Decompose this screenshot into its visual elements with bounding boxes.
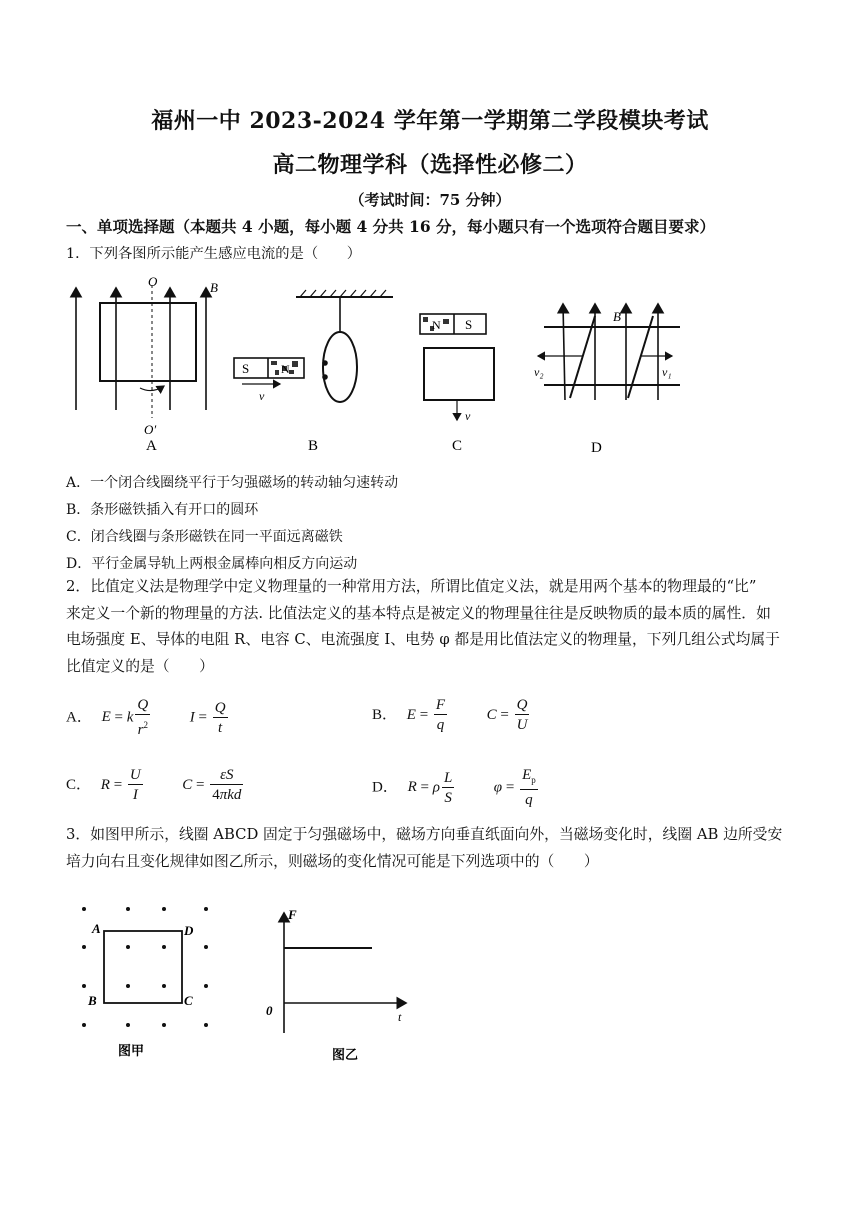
- figure-yi: [284, 913, 406, 1033]
- fig-jia-corner-a: A: [92, 921, 101, 936]
- q3-stem: [66, 822, 804, 875]
- fig-d-field-label: B: [613, 309, 621, 324]
- q1-stem: 1．下列各图所示能产生感应电流的是（ ）: [66, 246, 362, 262]
- fig-jia-caption: 图甲: [118, 1043, 145, 1058]
- q1-option-a: A．一个闭合线圈绕平行于匀强磁场的转动轴匀速转动: [66, 475, 399, 491]
- fig-label-d: D: [591, 440, 602, 456]
- q2-stem-line-3: 电场强度 E、导体的电阻 R、电容 C、电流强度 I、电势 φ 都是用比值法定义的物理量，下列几组公式均属于: [66, 631, 780, 648]
- q1-option-d: D．平行金属导轨上两根金属棒向相反方向运动: [66, 556, 358, 572]
- q1-option-c: C．闭合线圈与条形磁铁在同一平面远离磁铁: [66, 529, 343, 545]
- section-heading: 一、单项选择题（本题共 4 小题，每小题 4 分共 16 分，每小题只有一个选项符合题目要求）: [66, 217, 716, 236]
- q2-option-b: B． E = $\frac{F}{q}$ C = $\frac{Q}{U}$: [372, 697, 528, 733]
- q2-option-a: A． E = k $\frac{Q}{r^2}$ I = $\frac{Q}{t}$: [66, 697, 226, 738]
- q2-option-d: D． R = ρ $\frac{L}{S}$ φ = $\frac{E_p}{q}$: [372, 767, 536, 808]
- q1-option-b: B．条形磁铁插入有开口的圆环: [66, 502, 259, 518]
- fig-yi-caption: 图乙: [332, 1047, 359, 1062]
- fig-a-field-label: B: [210, 280, 218, 295]
- fig-c-velocity: v: [465, 409, 471, 423]
- q3-figures: [66, 895, 426, 1075]
- fig-jia-corner-b: B: [88, 993, 97, 1008]
- figure-b: [234, 290, 393, 402]
- fig-label-b: B: [308, 438, 319, 454]
- fig-c-magnet-n: N: [432, 318, 441, 332]
- q3-stem-line-2: 培力向右且变化规律如图乙所示，则磁场的变化情况可能是下列选项中的（ ）: [66, 852, 599, 870]
- q2-stem-line-1: 2．比值定义法是物理学中定义物理量的一种常用方法，所谓比值定义法，就是用两个基本的物理最的“比”: [66, 578, 757, 595]
- figure-a: [76, 285, 206, 418]
- q2-option-c: C． R = $\frac{U}{I}$ C = $\frac{\varepsilon S}{\text{4πkd}}$: [66, 767, 242, 803]
- q2-stem-line-2: 来定义一个新的物理量的方法. 比值法定义的基本特点是被定义的物理量往往是反映物质的最本质的属性．如: [66, 604, 771, 622]
- fig-d-v-right: v₁: [662, 365, 672, 379]
- fig-d-v-left: v₂: [534, 365, 544, 379]
- fig-a-axis-top: O: [148, 274, 158, 289]
- q1-figures: [60, 270, 700, 460]
- fig-label-a: A: [146, 438, 157, 454]
- exam-subtitle: 高二物理学科（选择性必修二）: [272, 152, 588, 178]
- fig-b-velocity: v: [259, 389, 265, 403]
- fig-yi-y-axis: F: [288, 907, 297, 922]
- exam-title: 福州一中 2023-2024 学年第一学期第二学段模块考试: [151, 108, 709, 134]
- fig-b-magnet-n: N: [281, 362, 290, 376]
- figure-d: [538, 304, 680, 400]
- fig-jia-corner-c: C: [184, 993, 193, 1008]
- fig-yi-origin: 0: [266, 1003, 273, 1018]
- fig-a-axis-bottom: O′: [144, 422, 157, 437]
- q2-stem-line-4: 比值定义的是（ ）: [66, 657, 214, 675]
- fig-b-magnet-s: S: [242, 361, 250, 376]
- fig-c-magnet-s: S: [465, 317, 473, 332]
- q2-stem: [66, 574, 804, 680]
- fig-jia-corner-d: D: [184, 923, 194, 938]
- q3-stem-line-1: 3．如图甲所示，线圈 ABCD 固定于匀强磁场中，磁场方向垂直纸面向外，当磁场变化时，线圈 AB 边所受安: [66, 826, 783, 843]
- fig-yi-x-axis: t: [398, 1010, 402, 1024]
- fig-label-c: C: [452, 438, 463, 454]
- exam-time-note: （考试时间：75 分钟）: [349, 191, 511, 209]
